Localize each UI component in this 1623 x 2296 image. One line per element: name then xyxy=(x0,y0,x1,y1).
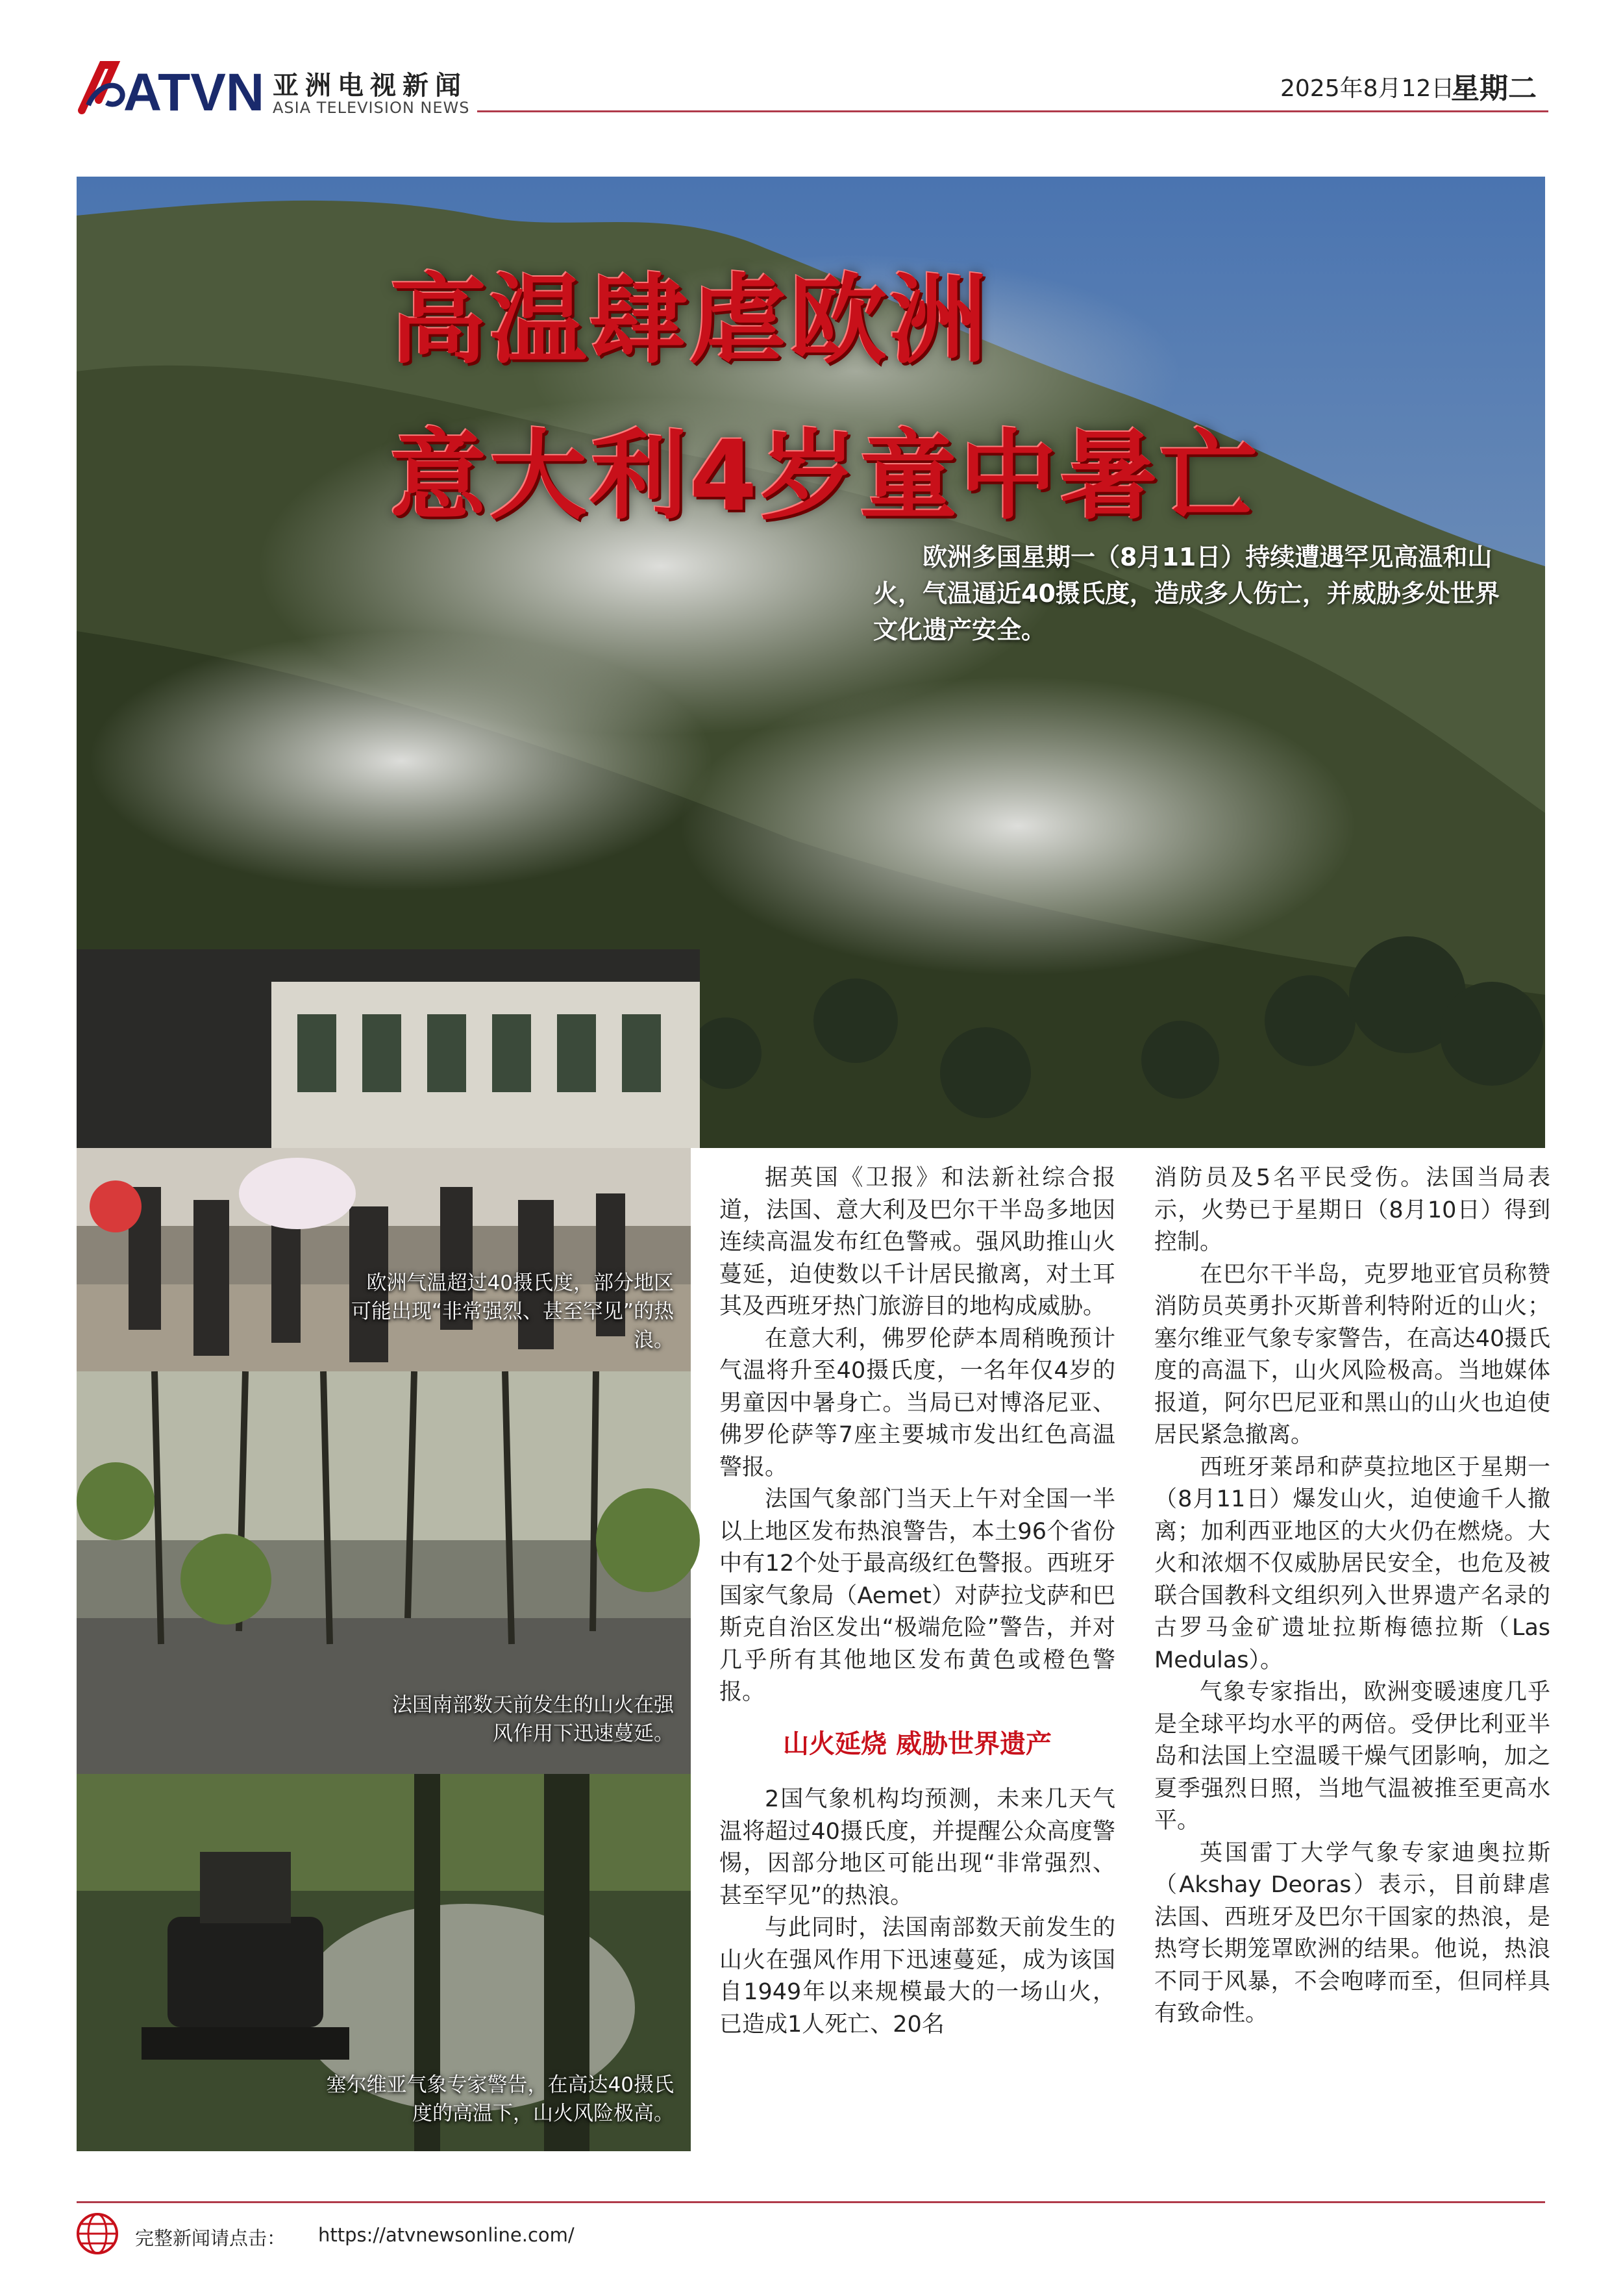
article-paragraph: 气象专家指出，欧洲变暖速度几乎是全球平均水平的两倍。受伊比利亚半岛和法国上空温暖干燥气团影响，加之夏季强烈日照，当地气温被推至更高水平。 xyxy=(1154,1679,1550,1834)
issue-weekday: 星期二 xyxy=(1451,72,1537,105)
article-paragraph: 在意大利，佛罗伦萨本周稍晚预计气温将升至40摄氏度，一名年仅4岁的男童因中暑身亡。当局已对博洛尼亚、佛罗伦萨等7座主要城市发出红色高温警报。 xyxy=(719,1325,1115,1480)
article-paragraph: 2国气象机构均预测，未来几天气温将超过40摄氏度，并提醒公众高度警惕，因部分地区可能出现“非常强烈、甚至罕见”的热浪。 xyxy=(719,1786,1115,1909)
photo-caption-2: 法国南部数天前发生的山火在强风作用下迅速蔓延。 xyxy=(392,1693,674,1745)
footer-divider xyxy=(77,2201,1545,2203)
issue-date: 2025年8月12日 xyxy=(1280,75,1455,102)
article-paragraph: 据英国《卫报》和法新社综合报道，法国、意大利及巴尔干半岛多地因连续高温发布红色警戒。强风助推山火蔓延，迫使数以千计居民撤离，对土耳其及西班牙热门旅游目的地构成威胁。 xyxy=(719,1165,1115,1319)
lede-paragraph: 欧洲多国星期一（8月11日）持续遭遇罕见高温和山火，气温逼近40摄氏度，造成多人伤亡，并威胁多处世界文化遗产安全。 xyxy=(873,543,1500,644)
photo-caption-3: 塞尔维亚气象专家警告，在高达40摄氏度的高温下，山火风险极高。 xyxy=(326,2073,674,2125)
headline-line-2: 意大利4岁童中暑亡 xyxy=(390,420,1260,533)
article-column-2 xyxy=(1154,1162,1550,2030)
section-subhead: 山火延烧 威胁世界遗产 xyxy=(783,1728,1052,1759)
headline-line-1: 高温肆虐欧洲 xyxy=(390,264,990,377)
globe-icon xyxy=(75,2211,120,2256)
brand-name-cn: 亚洲电视新闻 xyxy=(273,71,467,101)
article-paragraph: 法国气象部门当天上午对全国一半以上地区发布热浪警告，本土96个省份中有12个处于最高级红色警报。西班牙国家气象局（Aemet）对萨拉戈萨和巴斯克自治区发出“极端危险”警告，并对几乎所有其他地区发布黄色或橙色警报。 xyxy=(719,1486,1115,1705)
footer-link[interactable]: https://atvnewsonline.com/ xyxy=(318,2224,575,2246)
atvn-logo xyxy=(77,60,265,122)
photo-tourists-heat xyxy=(77,1148,691,1371)
photo-burned-forest xyxy=(77,1371,691,1774)
article-paragraph: 西班牙莱昂和萨莫拉地区于星期一（8月11日）爆发山火，迫使逾千人撤离；加利西亚地区的大火仍在燃烧。大火和浓烟不仅威胁居民安全，也危及被联合国教科文组织列入世界遗产名录的古罗马金矿遗址拉斯梅德拉斯（Las Medulas）。 xyxy=(1154,1454,1550,1673)
photo-excavator-firefighting xyxy=(77,1774,691,2151)
article-paragraph: 英国雷丁大学气象专家迪奥拉斯（Akshay Deoras）表示，目前肆虐法国、西班牙及巴尔干国家的热浪，是热穹长期笼罩欧洲的结果。他说，热浪不同于风暴，不会咆哮而至，但同样具有致命性。 xyxy=(1154,1840,1550,2027)
footer-label: 完整新闻请点击： xyxy=(135,2227,286,2249)
logo-wordmark: ATVN xyxy=(123,63,265,122)
article-paragraph: 与此同时，法国南部数天前发生的山火在强风作用下迅速蔓延，成为该国自1949年以来规模最大的一场山火，已造成1人死亡、20名 xyxy=(719,1915,1115,2038)
header-divider xyxy=(477,110,1548,112)
brand-name-en: ASIA TELEVISION NEWS xyxy=(273,99,470,117)
photo-caption-1: 欧洲气温超过40摄氏度，部分地区可能出现“非常强烈、甚至罕见”的热浪。 xyxy=(351,1271,674,1352)
article-column-1 xyxy=(719,1162,1115,2041)
article-paragraph: 在巴尔干半岛，克罗地亚官员称赞消防员英勇扑灭斯普利特附近的山火；塞尔维亚气象专家警告，在高达40摄氏度的高温下，山火风险极高。当地媒体报道，阿尔巴尼亚和黑山的山火也迫使居民紧急撤离。 xyxy=(1154,1261,1550,1448)
article-paragraph-continued: 消防员及5名平民受伤。法国当局表示，火势已于星期日（8月10日）得到控制。 xyxy=(1154,1165,1550,1255)
